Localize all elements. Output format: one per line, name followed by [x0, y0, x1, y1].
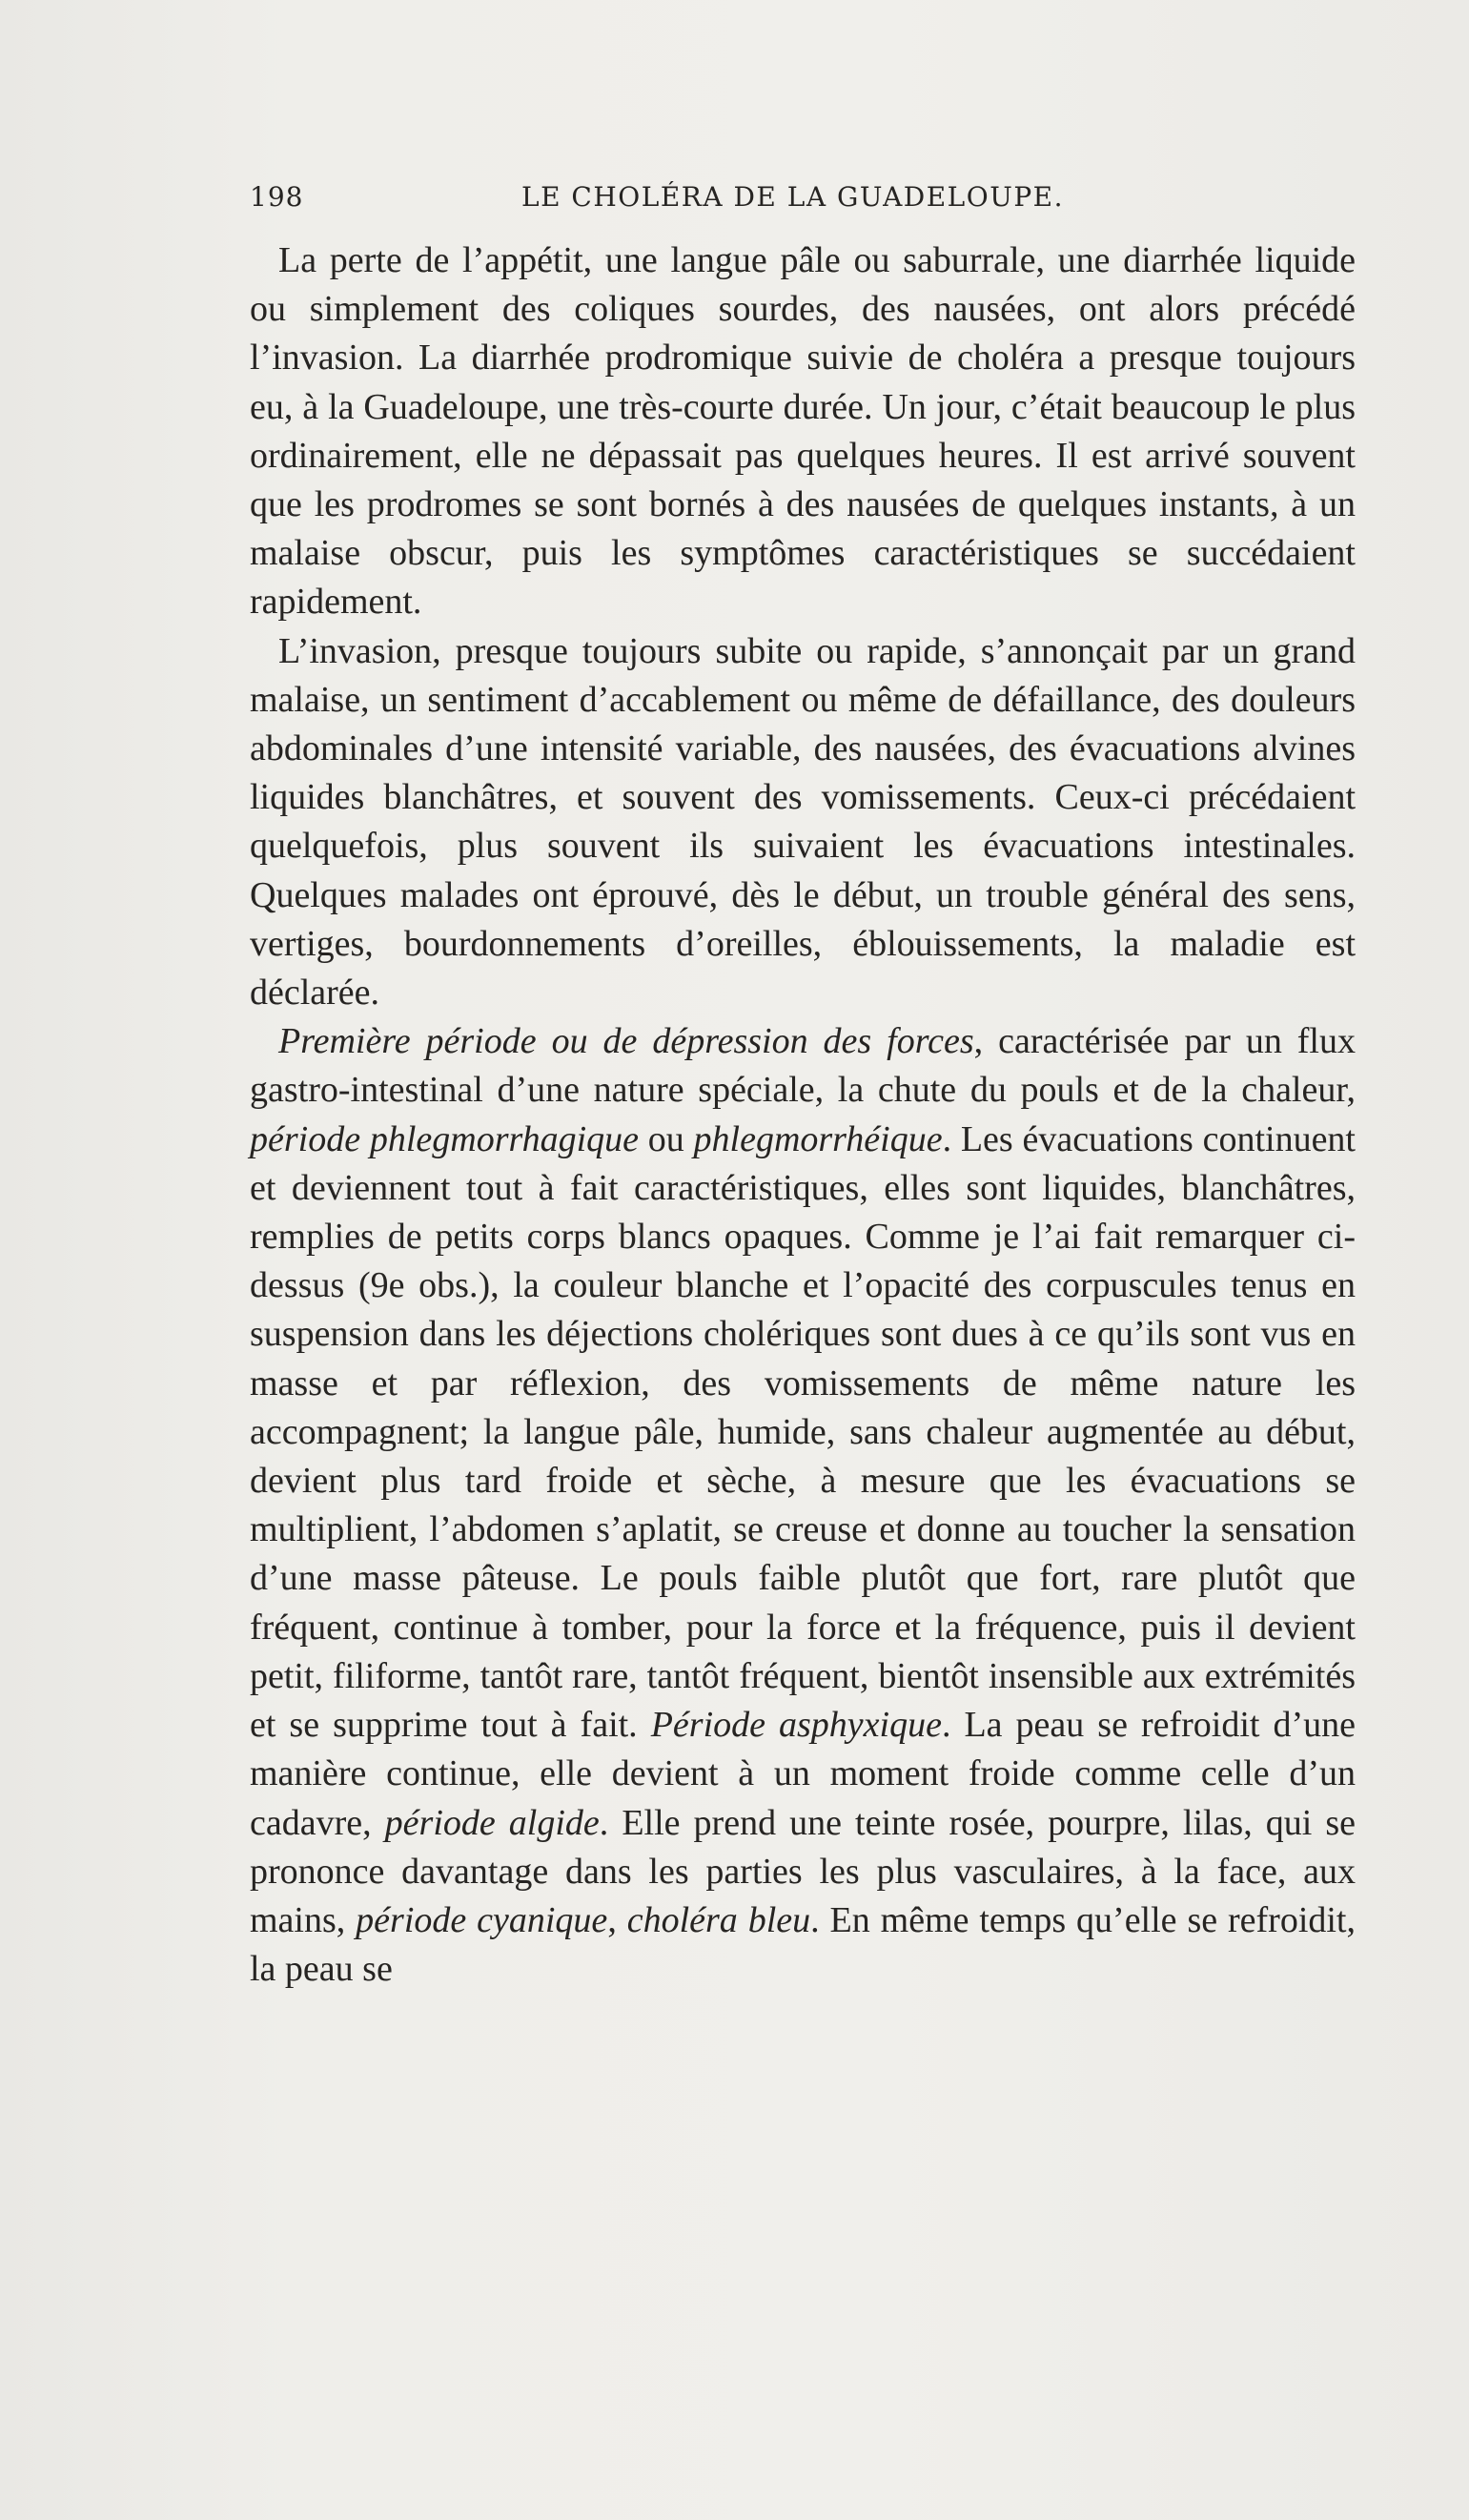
page-number: 198: [250, 181, 304, 213]
text-run: . Elle prend une teinte rosée, pourpre, lilas, qui se prononce davantage dans les parties les plus vasculaires, à la face, aux mains,: [250, 1802, 1357, 1940]
italic-phrase: période algide: [384, 1802, 600, 1843]
text-run: . En même temps qu’elle se refroidit, la peau se: [250, 1899, 1356, 1990]
text-run: ou: [639, 1118, 694, 1159]
paragraph-first-period: [250, 1017, 1356, 1994]
italic-phrase: période cyanique: [356, 1899, 608, 1940]
italic-phrase: période phlegmorrhagique: [250, 1118, 640, 1159]
text-run: , caractérisée par un flux gastro-intestinal d’une nature spéciale, la chute du pouls et de la chaleur,: [250, 1021, 1356, 1111]
paragraph-prodromes: La perte de l’appétit, une langue pâle ou saburrale, une diarrhée liquide ou simplement des coliques sourdes, des nausées, ont alors précédé l’invasion. La diarrhée prodromique suivie de choléra a presque toujours eu, à la Guadeloupe, une très-courte durée. Un jour, c’était beaucoup le plus ordinairement, elle ne dépassait pas quelques heures. Il est arrivé souvent que les prodromes se sont bornés à des nausées de quelques instants, à un malaise obscur, puis les symptômes caractéristiques se succédaient rapidement.: [250, 240, 1356, 623]
text-run: . Les évacuations continuent et deviennent tout à fait caractéristiques, elles sont liquides, blanchâtres, remplies de petits corps blancs opaques. Comme je l’ai fait remarquer ci-dessus (9e obs.), la couleur blanche et l’opacité des corpuscules tenus en suspension dans les déjections cholériques sont dues à ce qu’ils sont vus en masse et par réflexion, des vomissements de même nature les accompagnent; la langue pâle, humide, sans chaleur augmentée au début, devient plus tard froide et sèche, à mesure que les évacuations se multiplient, l’abdomen s’aplatit, se creuse et donne au toucher la sensation d’une masse pâteuse. Le pouls faible plutôt que fort, rare plutôt que fréquent, continue à tomber, pour la force et la fréquence, puis il devient petit, filiforme, tantôt rare, tantôt fréquent, bientôt insensible aux extrémités et se supprime tout à fait.: [250, 1118, 1356, 1746]
page-header: [250, 181, 1356, 223]
italic-phrase: Première période ou de dépression des forces: [278, 1021, 974, 1062]
text-run: . La peau se refroidit d’une manière continue, elle devient à un moment froide comme celle d’un cadavre,: [250, 1705, 1356, 1843]
running-title: LE CHOLÉRA DE LA GUADELOUPE.: [521, 181, 1065, 213]
text-run: ,: [607, 1899, 627, 1940]
italic-phrase: choléra bleu: [626, 1899, 811, 1940]
body-text: [250, 236, 1356, 1994]
italic-phrase: Période asphyxique: [650, 1705, 942, 1746]
paragraph-invasion: L’invasion, presque toujours subite ou rapide, s’annonçait par un grand malaise, un sentiment d’accablement ou même de défaillance, des douleurs abdominales d’une intensité variable, des nausées, des évacuations alvines liquides blanchâtres, et souvent des vomissements. Ceux-ci précédaient quelquefois, plus souvent ils suivaient les évacuations intestinales. Quelques malades ont éprouvé, dès le début, un trouble général des sens, vertiges, bourdonnements d’oreilles, éblouissements, la maladie est déclarée.: [250, 630, 1356, 1014]
italic-phrase: phlegmorrhéique: [693, 1118, 943, 1159]
